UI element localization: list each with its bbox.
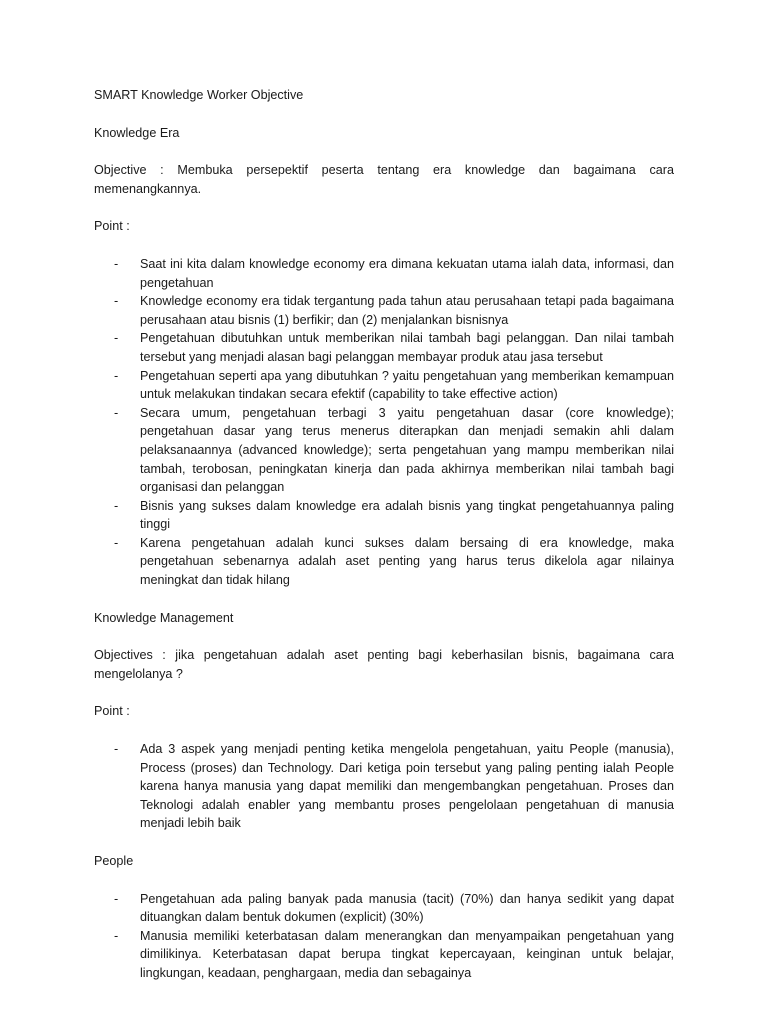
section-knowledge-management <box>94 609 674 833</box>
list-item <box>94 534 674 590</box>
list-item <box>94 740 674 833</box>
document-title: SMART Knowledge Worker Objective <box>94 88 304 102</box>
dash-marker: - <box>114 742 119 757</box>
list-item <box>94 927 674 983</box>
dash-marker: - <box>114 294 119 309</box>
list-item-text: Pengetahuan seperti apa yang dibutuhkan ? yaitu pengetahuan yang memberikan kemampuan untuk melakukan tindakan secara efektif (capability to take effective action) <box>140 368 674 402</box>
list-item <box>94 292 674 329</box>
list-item-text: Saat ini kita dalam knowledge economy era dimana kekuatan utama ialah data, informasi, dan pengetahuan <box>140 256 674 290</box>
section-heading: People <box>94 854 134 868</box>
list-item <box>94 255 674 292</box>
dash-marker: - <box>114 535 119 550</box>
dash-marker: - <box>114 891 119 906</box>
section-heading: Knowledge Era <box>94 125 180 140</box>
list-item <box>94 329 674 366</box>
section-knowledge-era <box>94 124 674 590</box>
list-item-text: Karena pengetahuan adalah kunci sukses dalam bersaing di era knowledge, maka pengetahuan sebenarnya adalah aset penting yang harus terus dikelola agar nilainya meningkat dan tidak hilang <box>140 535 674 588</box>
list-item-text: Bisnis yang sukses dalam knowledge era adalah bisnis yang tingkat pengetahuannya paling tinggi <box>140 498 674 532</box>
bullet-list <box>94 740 674 833</box>
point-label: Point : <box>94 219 130 234</box>
dash-marker: - <box>114 928 119 943</box>
section-people <box>94 852 674 983</box>
bullet-list <box>94 890 674 983</box>
dash-marker: - <box>114 331 119 346</box>
section-heading: Knowledge Management <box>94 610 234 625</box>
list-item <box>94 890 674 927</box>
list-item <box>94 497 674 534</box>
dash-marker: - <box>114 368 119 383</box>
dash-marker: - <box>114 405 119 420</box>
list-item-text: Pengetahuan dibutuhkan untuk memberikan nilai tambah bagi pelanggan. Dan nilai tambah tersebut yang menjadi alasan bagi pelanggan membayar produk atau jasa tersebut <box>140 331 674 364</box>
list-item <box>94 404 674 497</box>
point-label: Point : <box>94 704 130 719</box>
list-item <box>94 367 674 404</box>
bullet-list <box>94 255 674 590</box>
section-objective: Objectives : jika pengetahuan adalah aset penting bagi keberhasilan bisnis, bagaimana cara mengelolanya ? <box>94 648 674 681</box>
dash-marker: - <box>114 256 119 271</box>
list-item-text: Ada 3 aspek yang menjadi penting ketika mengelola pengetahuan, yaitu People (manusia), Process (proses) dan Technology. Dari ketiga poin tersebut yang paling penting ialah People karena hanya manusia yang dapat memiliki dan mengembangkan pengetahuan. Proses dan Teknologi adalah enabler yang membantu proses pengelolaan pengetahuan di manusia menjadi lebih baik <box>140 742 674 831</box>
list-item-text: Pengetahuan ada paling banyak pada manusia (tacit) (70%) dan hanya sedikit yang dapat dituangkan dalam bentuk dokumen (explicit) (30%) <box>140 891 674 925</box>
list-item-text: Knowledge economy era tidak tergantung pada tahun atau perusahaan tetapi pada bagaimana perusahaan atau bisnis (1) berfikir; dan (2) menjalankan bisnisnya <box>140 294 674 327</box>
document-page <box>94 86 674 1002</box>
list-item-text: Manusia memiliki keterbatasan dalam menerangkan dan menyampaikan pengetahuan yang dimilikinya. Keterbatasan dapat berupa tingkat kepercayaan, keinginan untuk belajar, lingkungan, keadaan, penghargaan, media dan sebagainya <box>140 928 674 980</box>
dash-marker: - <box>114 498 119 513</box>
list-item-text: Secara umum, pengetahuan terbagi 3 yaitu pengetahuan dasar (core knowledge); pengetahuan dasar yang terus menerus diterapkan dan menjadi semakin ahli dalam pelaksanaannya (advanced knowledge); serta pengetahuan yang mampu memberikan nilai tambah, terobosan, peningkatan kinerja dan pada akhirnya memberikan nilai tambah bagi organisasi dan pelanggan <box>140 405 674 495</box>
section-objective: Objective : Membuka persepektif peserta tentang era knowledge dan bagaimana cara memenangkannya. <box>94 163 674 196</box>
